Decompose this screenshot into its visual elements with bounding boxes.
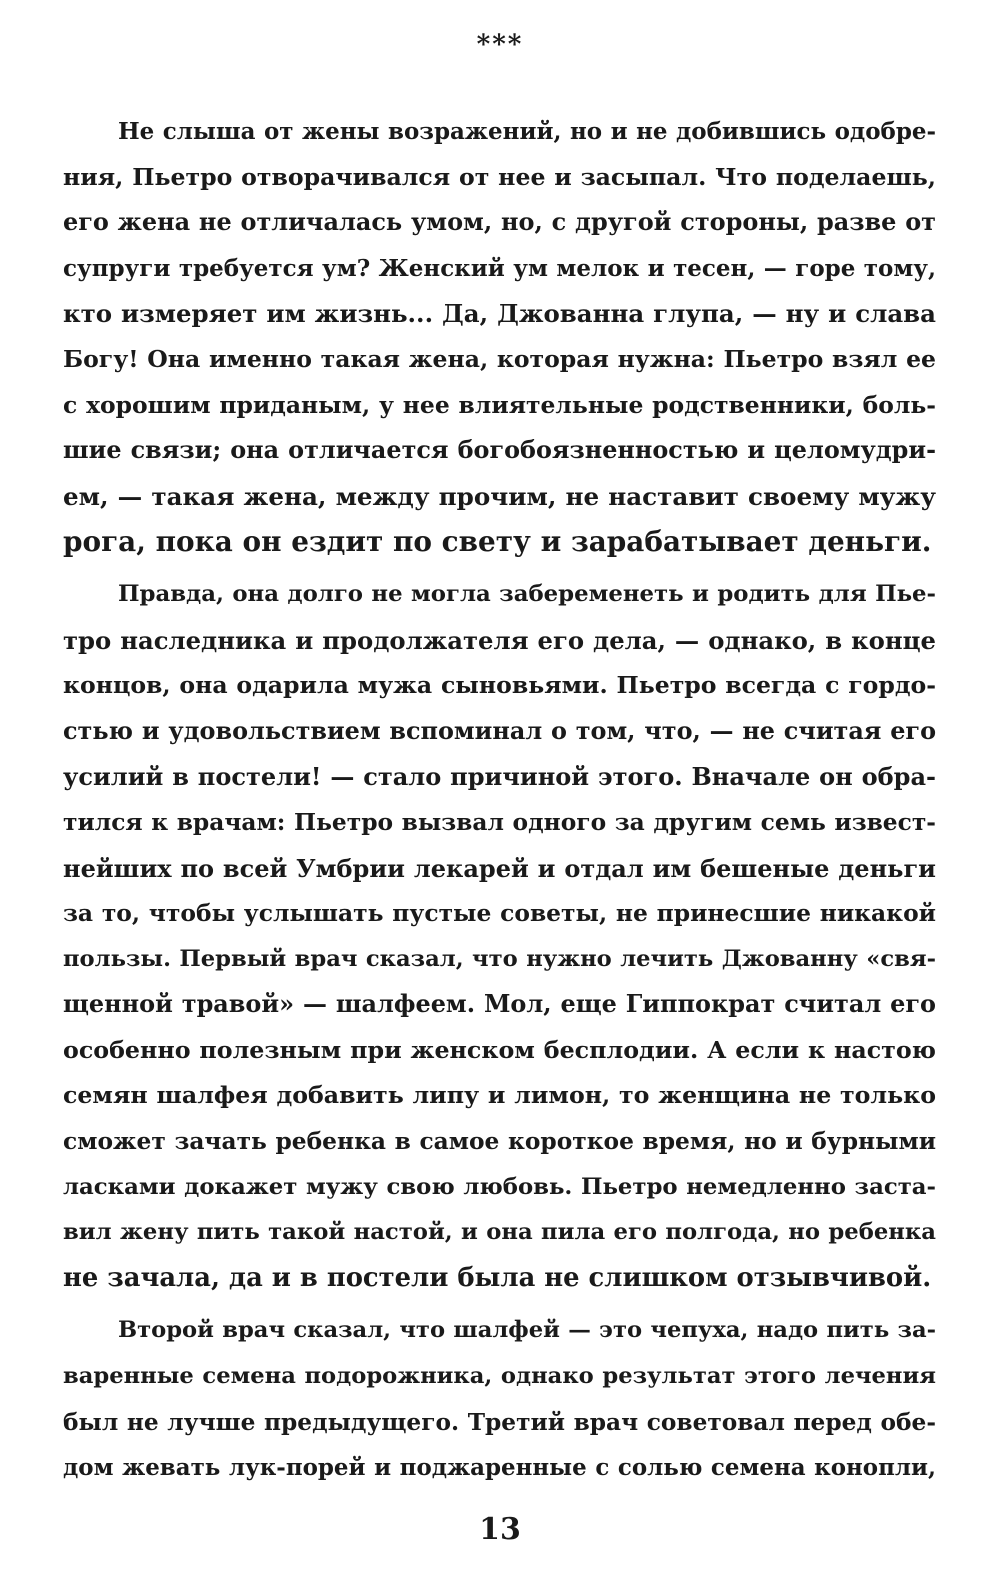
- text-line: с хорошим приданым, у нее влиятельные родственники, боль-: [63, 390, 936, 419]
- text-line: Второй врач сказал, что шалфей — это чепуха, надо пить за-: [118, 1317, 936, 1344]
- paragraph: [63, 572, 936, 1302]
- paragraph: [63, 109, 936, 565]
- text-line: ния, Пьетро отворачивался от нее и засыпал. Что поделаешь,: [63, 162, 936, 191]
- text-line: варенные семена подорожника, однако результат этого лечения: [63, 1363, 936, 1390]
- paragraph: [63, 1308, 936, 1490]
- text-line: супруги требуется ум? Женский ум мелок и тесен, — горе тому,: [63, 254, 936, 282]
- text-line: тился к врачам: Пьетро вызвал одного за другим семь извест-: [63, 807, 936, 836]
- text-line: дом жевать лук-порей и поджаренные с солью семена конопли,: [63, 1454, 936, 1482]
- text-line: усилий в постели! — стало причиной этого. Вначале он обра-: [63, 762, 936, 792]
- text-line: тро наследника и продолжателя его дела, — однако, в конце: [63, 625, 936, 655]
- text-line: кто измеряет им жизнь... Да, Джованна глупа, — ну и слава: [63, 299, 936, 329]
- text-line: его жена не отличалась умом, но, с другой стороны, разве от: [63, 208, 936, 237]
- text-line: был не лучше предыдущего. Третий врач советовал перед обе-: [63, 1408, 936, 1436]
- text-line: сможет зачать ребенка в самое короткое время, но и бурными: [63, 1128, 936, 1156]
- text-line: Не слыша от жены возражений, но и не добившись одобре-: [118, 118, 936, 145]
- text-line: ласками докажет мужу свою любовь. Пьетро немедленно заста-: [63, 1173, 936, 1200]
- body-text: [63, 109, 936, 1498]
- text-line: шие связи; она отличается богобоязненностью и целомудри-: [63, 436, 936, 465]
- text-line: Правда, она долго не могла забеременеть и родить для Пье-: [118, 580, 936, 607]
- text-line: особенно полезным при женском бесплодии. А если к настою: [63, 1035, 936, 1064]
- text-line: нейших по всей Умбрии лекарей и отдал им бешеные деньги: [63, 853, 936, 883]
- text-line: Богу! Она именно такая жена, которая нужна: Пьетро взял ее: [63, 344, 936, 373]
- text-line: за то, чтобы услышать пустые советы, не принесшие никакой: [63, 899, 936, 928]
- text-line: не зачала, да и в постели была не слишком отзывчивой.: [63, 1262, 932, 1293]
- text-line: стью и удовольствием вспоминал о том, что, — не считая его: [63, 716, 936, 745]
- page-number: 13: [479, 1512, 521, 1547]
- text-line: пользы. Первый врач сказал, что нужно лечить Джованну «свя-: [63, 945, 936, 972]
- text-line: концов, она одарила мужа сыновьями. Пьетро всегда с гордо-: [63, 671, 936, 700]
- section-separator: ***: [476, 30, 524, 60]
- text-line: рога, пока он ездит по свету и зарабатывает деньги.: [63, 525, 932, 559]
- text-line: щенной травой» — шалфеем. Мол, еще Гиппократ считал его: [63, 990, 936, 1019]
- text-line: семян шалфея добавить липу и лимон, то женщина не только: [63, 1081, 936, 1110]
- text-line: ем, — такая жена, между прочим, не наставит своему мужу: [63, 481, 936, 511]
- text-line: вил жену пить такой настой, и она пила его полгода, но ребенка: [63, 1219, 936, 1246]
